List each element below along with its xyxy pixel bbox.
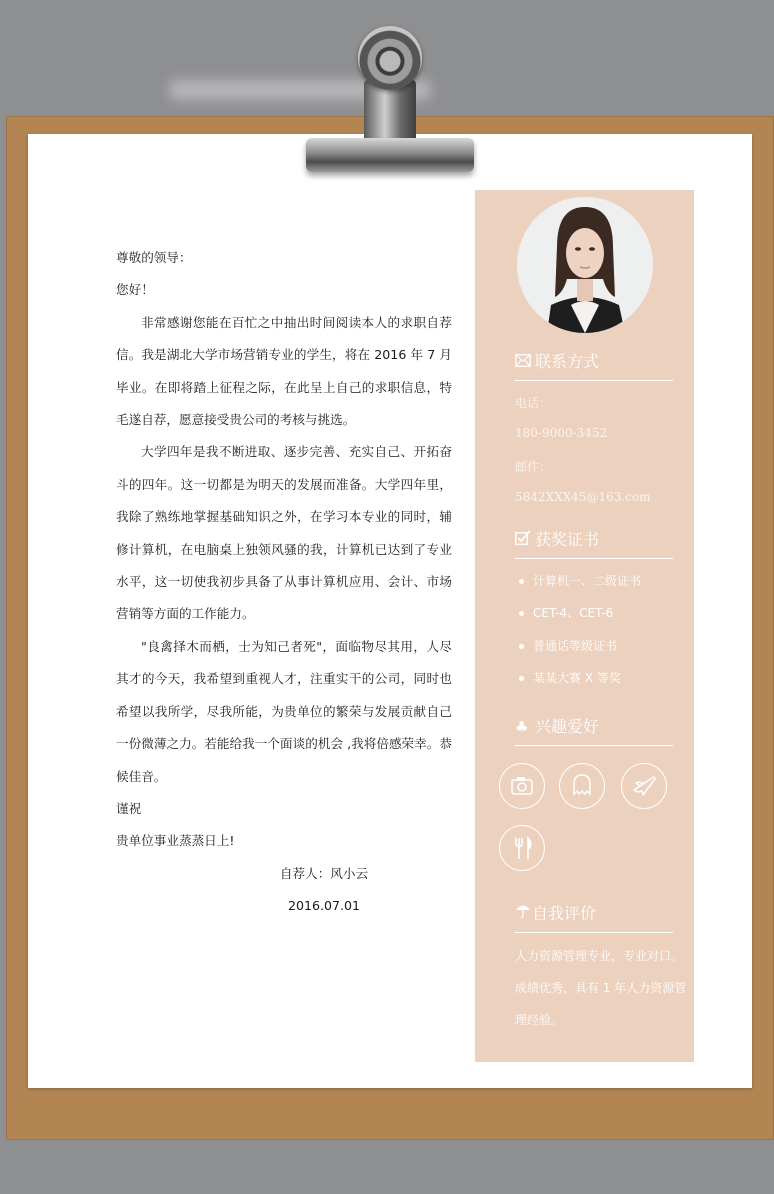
ghost-icon [559, 763, 605, 809]
self-eval-text: 人力资源管理专业，专业对口。成绩优秀，具有 1 年人力资源管理经验。 [515, 949, 687, 1027]
bullet-icon [519, 676, 524, 681]
utensils-icon [499, 825, 545, 871]
email-value: 5842XXX45@163.com [515, 490, 651, 504]
letter-paragraph-2: 大学四年是我不断进取、逐步完善、充实自己、开拓奋斗的四年。这一切都是为明天的发展而准备。大学四年里，我除了熟练地掌握基础知识之外，在学习本专业的同时，辅修计算机，在电脑桌上独领风骚的我，计算机已达到了专业水平，这一切使我初步具备了从事计算机应用、会计、市场营销等方面的工作能力。 [116, 444, 452, 622]
cover-letter [116, 242, 452, 923]
award-item [519, 572, 641, 589]
letter-greeting: 尊敬的领导： [116, 250, 192, 265]
award-label: 某某大赛 X 等奖 [533, 671, 621, 685]
self-eval-divider [515, 932, 673, 933]
letter-paragraph-1: 非常感谢您能在百忙之中抽出时间阅读本人的求职自荐信。我是湖北大学市场营销专业的学生，将在 2016 年 7 月毕业。在即将踏上征程之际，在此呈上自己的求职信息，特毛遂自荐，愿意接受贵公司的考核与挑选。 [116, 314, 452, 428]
award-item [519, 637, 617, 654]
resume-sidebar [475, 190, 694, 1062]
letter-signature: 自荐人：风小云 [279, 865, 369, 881]
hobbies-title: 兴趣爱好 [535, 717, 600, 736]
email-label: 邮件： [515, 460, 552, 474]
portrait-photo [517, 197, 653, 333]
letter-closing-1: 谨祝 [116, 800, 142, 816]
avatar [517, 197, 653, 333]
award-label: 普通话等级证书 [533, 639, 618, 653]
contact-title: 联系方式 [535, 352, 600, 371]
checkbox-icon [515, 528, 535, 552]
phone-label: 电话： [515, 396, 552, 410]
award-item [519, 604, 613, 621]
club-icon: ♣ [515, 718, 529, 736]
airplane-icon [621, 763, 667, 809]
bullet-icon [519, 644, 524, 649]
awards-divider [515, 558, 673, 559]
clip-ring [358, 26, 422, 90]
award-item [519, 669, 621, 686]
award-label: 计算机一、二级证书 [533, 574, 642, 588]
phone-value: 180-9000-3452 [515, 426, 608, 440]
hobbies-section-title [515, 715, 673, 739]
bullet-icon [519, 611, 524, 616]
awards-title: 获奖证书 [535, 530, 600, 549]
binder-clip [306, 138, 474, 172]
self-eval-section-title [515, 902, 673, 926]
letter-closing-2: 贵单位事业蒸蒸日上! [116, 833, 235, 849]
letter-date: 2016.07.01 [287, 898, 361, 914]
letter-paragraph-3: "良禽择木而栖，士为知己者死"，面临物尽其用，人尽其才的今天，我希望到重视人才，注重实干的公司，同时也希望以我所学，尽我所能，为贵单位的繁荣与发展贡献自己一份微薄之力。若能给我一个面谈的机会 ,我将倍感荣幸。恭候佳音。 [116, 638, 452, 784]
awards-section-title [515, 528, 673, 552]
letter-hello: 您好！ [116, 282, 154, 298]
camera-icon [499, 763, 545, 809]
envelope-icon [515, 350, 535, 374]
contact-divider [515, 380, 673, 381]
bullet-icon [519, 579, 524, 584]
contact-section-title [515, 350, 673, 374]
umbrella-icon [515, 902, 532, 926]
self-eval-title: 自我评价 [532, 904, 597, 923]
award-label: CET-4、CET-6 [533, 606, 614, 620]
hobbies-divider [515, 745, 673, 746]
